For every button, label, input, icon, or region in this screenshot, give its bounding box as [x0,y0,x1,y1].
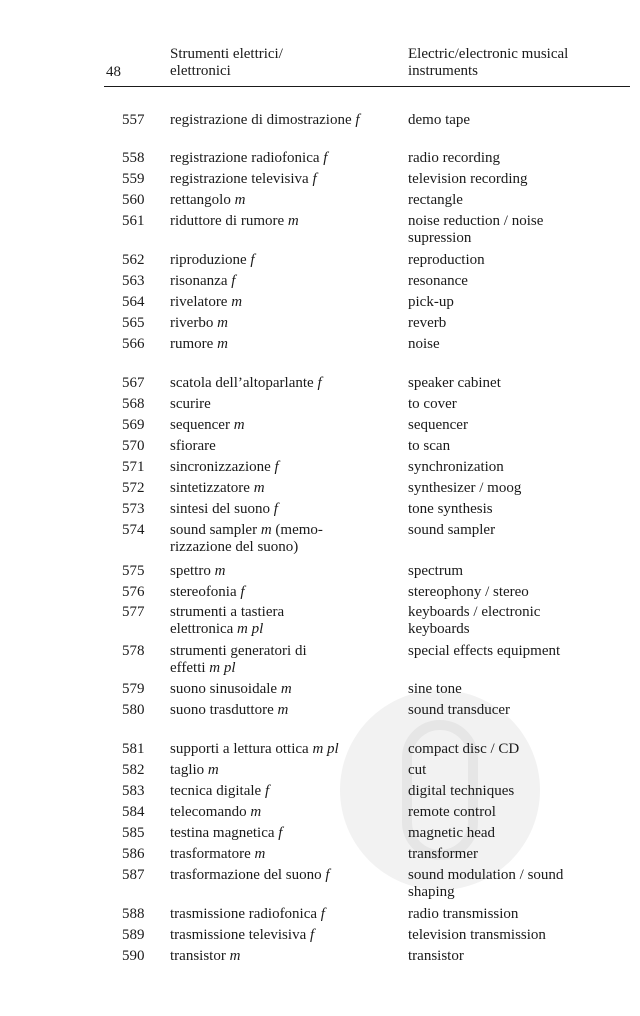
entry-number: 570 [122,438,145,454]
gender-marker: m [280,681,292,697]
italian-heading-line2: elettronici [170,63,231,79]
italian-term [170,396,400,413]
entry-number: 565 [122,315,145,331]
italian-term [170,948,400,965]
italian-term-text: supporti a lettura ottica [170,741,309,757]
italian-term-text: transistor [170,948,226,964]
italian-term [170,825,400,842]
english-translation-text: digital techniques [408,783,515,799]
italian-term-text: registrazione di dimostrazione [170,112,352,128]
italian-term-text: suono trasduttore [170,702,274,718]
gender-marker: m pl [312,741,339,757]
english-translation [408,846,630,863]
italian-term [170,252,400,269]
gender-marker: f [273,501,278,517]
entry-number: 586 [122,846,145,862]
italian-term-text: sequencer [170,417,230,433]
italian-term-text: riduttore di rumore [170,213,285,229]
italian-term [170,213,400,230]
english-translation-continuation: shaping [408,884,455,900]
english-heading-line2: instruments [408,63,478,79]
entry-number: 581 [122,741,145,757]
gender-marker: m [233,417,245,433]
gender-marker: m [229,948,241,964]
italian-term [170,150,400,167]
entry-number: 577 [122,604,145,620]
italian-term [170,846,400,863]
gender-marker: m [217,336,228,352]
entry-number: 567 [122,375,145,391]
english-translation-text: to scan [408,438,451,454]
italian-term-text: testina magnetica [170,825,275,841]
italian-term-text: tecnica digitale [170,783,262,799]
english-translation [408,192,630,209]
entry-number: 575 [122,563,145,579]
entry-number: 568 [122,396,145,412]
entry-number: 563 [122,273,145,289]
italian-term-text: strumenti a tastiera [170,604,285,620]
italian-term-text: trasmissione televisiva [170,927,307,943]
italian-term-text: trasformazione del suono [170,867,322,883]
italian-term [170,459,400,476]
gender-marker: m [287,213,299,229]
italian-term-text: scatola dell’altoparlante [170,375,314,391]
english-translation [408,480,630,497]
entry-number: 585 [122,825,145,841]
italian-term-text: stereofonia [170,584,237,600]
italian-term-text: trasformatore [170,846,251,862]
entry-number: 559 [122,171,145,187]
english-translation [408,804,630,821]
italian-term-text: registrazione televisiva [170,171,309,187]
gender-marker: f [250,252,255,268]
italian-term [170,375,400,392]
english-translation [408,604,630,638]
italian-term [170,336,400,353]
english-translation [408,906,630,923]
italian-term [170,522,400,556]
italian-term [170,480,400,497]
italian-term-text: riverbo [170,315,214,331]
english-translation-text: radio transmission [408,906,519,922]
english-translation [408,396,630,413]
italian-term [170,702,400,719]
italian-term [170,867,400,884]
english-translation [408,375,630,392]
italian-term [170,192,400,209]
italian-term [170,294,400,311]
entry-number: 582 [122,762,145,778]
english-translation [408,252,630,269]
italian-term [170,762,400,779]
english-translation [408,741,630,758]
entry-number: 589 [122,927,145,943]
english-translation-continuation: supression [408,230,472,246]
english-translation-text: synchronization [408,459,504,475]
italian-term-text: scurire [170,396,211,412]
italian-term-continuation: rizzazione del suono) [170,539,299,555]
italian-term [170,438,400,455]
english-translation [408,762,630,779]
english-translation-text: noise reduction / noise [408,213,544,229]
english-translation-text: synthesizer / moog [408,480,522,496]
english-translation [408,336,630,353]
italian-term [170,643,400,677]
italian-term-text: telecomando [170,804,247,820]
italian-term-text: trasmissione radiofonica [170,906,318,922]
english-translation-text: cut [408,762,427,778]
italian-term-text: riproduzione [170,252,247,268]
english-translation [408,501,630,518]
page-number: 48 [106,64,121,80]
gender-marker: f [309,927,315,943]
gender-marker: m [217,315,228,331]
english-translation-text: sound transducer [408,702,511,718]
gender-marker: m [277,702,289,718]
gender-marker: f [355,112,360,128]
entry-number: 557 [122,112,145,128]
gender-marker: f [231,273,236,289]
entry-number: 573 [122,501,145,517]
italian-term [170,171,400,188]
english-translation [408,522,630,539]
italian-term-text: suono sinusoidale [170,681,278,697]
english-translation-text: magnetic head [408,825,496,841]
english-translation [408,643,630,660]
gender-marker: m [260,522,272,538]
entry-number: 564 [122,294,145,310]
english-translation [408,681,630,698]
italian-term-text: sintetizzatore [170,480,250,496]
english-translation-text: special effects equipment [408,643,561,659]
italian-term-continuation: elettronica [170,621,234,637]
entry-number: 579 [122,681,145,697]
entry-number: 578 [122,643,145,659]
italian-term-continuation: effetti [170,660,206,676]
english-translation [408,948,630,965]
entry-number: 583 [122,783,145,799]
gender-marker: m [250,804,262,820]
entry-number: 590 [122,948,145,964]
gender-marker: f [320,906,325,922]
english-translation-text: spectrum [408,563,463,579]
english-translation [408,213,630,247]
italian-term [170,783,400,800]
english-translation-text: keyboards / electronic [408,604,541,620]
english-translation [408,867,630,901]
italian-heading-line1: Strumenti elettrici/ [170,46,283,62]
gender-marker: m [254,846,266,862]
italian-term-text: sincronizzazione [170,459,271,475]
italian-term [170,584,400,601]
english-translation-text: transformer [408,846,478,862]
english-translation [408,294,630,311]
english-translation [408,273,630,290]
english-translation-text: reproduction [408,252,485,268]
italian-term [170,681,400,698]
english-translation-text: pick-up [408,294,454,310]
english-translation-text: sine tone [408,681,462,697]
english-translation [408,563,630,580]
entry-number: 561 [122,213,145,229]
english-translation-text: compact disc / CD [408,741,520,757]
english-translation [408,783,630,800]
english-translation [408,112,630,129]
gender-marker: f [317,375,322,391]
gender-marker: m [253,480,265,496]
entry-number: 584 [122,804,145,820]
english-translation-text: radio recording [408,150,501,166]
italian-term [170,417,400,434]
gender-marker: f [323,150,328,166]
english-translation [408,150,630,167]
gender-marker: f [278,825,283,841]
english-translation-text: transistor [408,948,464,964]
english-translation-text: stereophony / stereo [408,584,529,600]
english-translation [408,584,630,601]
english-translation-text: speaker cabinet [408,375,501,391]
english-translation [408,459,630,476]
english-translation [408,438,630,455]
italian-term-text: rettangolo [170,192,231,208]
entry-number: 574 [122,522,145,538]
gender-marker: m [214,563,226,579]
italian-term-text: risonanza [170,273,228,289]
english-translation [408,171,630,188]
english-translation [408,417,630,434]
italian-term-text: spettro [170,563,211,579]
italian-term [170,315,400,332]
english-translation-text: noise [408,336,440,352]
english-translation-text: television recording [408,171,528,187]
english-translation [408,315,630,332]
entry-number: 571 [122,459,145,475]
gender-marker: m [231,294,243,310]
entry-number: 587 [122,867,145,883]
gender-marker: f [312,171,317,187]
italian-term [170,741,400,758]
english-translation [408,927,630,944]
english-translation-continuation: keyboards [408,621,470,637]
entry-number: 562 [122,252,145,268]
italian-term [170,906,400,923]
english-translation-text: tone synthesis [408,501,493,517]
english-translation-text: resonance [408,273,468,289]
entry-number: 580 [122,702,145,718]
entry-number: 558 [122,150,145,166]
english-translation [408,702,630,719]
english-heading-line1: Electric/electronic musical [408,46,569,62]
italian-term [170,273,400,290]
gender-marker: f [325,867,330,883]
english-translation-text: reverb [408,315,447,331]
italian-term-text: taglio [170,762,205,778]
gender-marker: m [207,762,219,778]
gender-marker: m pl [209,660,236,676]
entry-number: 588 [122,906,145,922]
gender-marker: f [240,584,245,600]
english-translation-text: sound modulation / sound [408,867,564,883]
italian-term [170,563,400,580]
english-translation-text: sound sampler [408,522,496,538]
entry-number: 572 [122,480,145,496]
english-translation-text: remote control [408,804,496,820]
italian-term [170,927,400,944]
italian-term-text: sintesi del suono [170,501,270,517]
english-translation-text: sequencer [408,417,468,433]
italian-term-text: rivelatore [170,294,228,310]
entry-number: 569 [122,417,145,433]
english-translation [408,825,630,842]
gender-marker: f [274,459,279,475]
english-translation-text: television transmission [408,927,546,943]
english-translation-text: demo tape [408,112,471,128]
entry-number: 576 [122,584,145,600]
entry-number: 560 [122,192,145,208]
italian-term [170,604,400,638]
italian-term-text: registrazione radiofonica [170,150,320,166]
italian-term [170,804,400,821]
gender-marker: f [264,783,270,799]
italian-term-text: strumenti generatori di [170,643,307,659]
italian-term [170,501,400,518]
italian-term-text: sfiorare [170,438,216,454]
english-translation-text: to cover [408,396,457,412]
italian-term-tail: (memo- [275,522,323,538]
italian-term [170,112,400,129]
gender-marker: m [234,192,246,208]
english-translation-text: rectangle [408,192,463,208]
entry-number: 566 [122,336,145,352]
italian-term-text: sound sampler [170,522,258,538]
italian-term-text: rumore [170,336,214,352]
gender-marker: m pl [237,621,264,637]
